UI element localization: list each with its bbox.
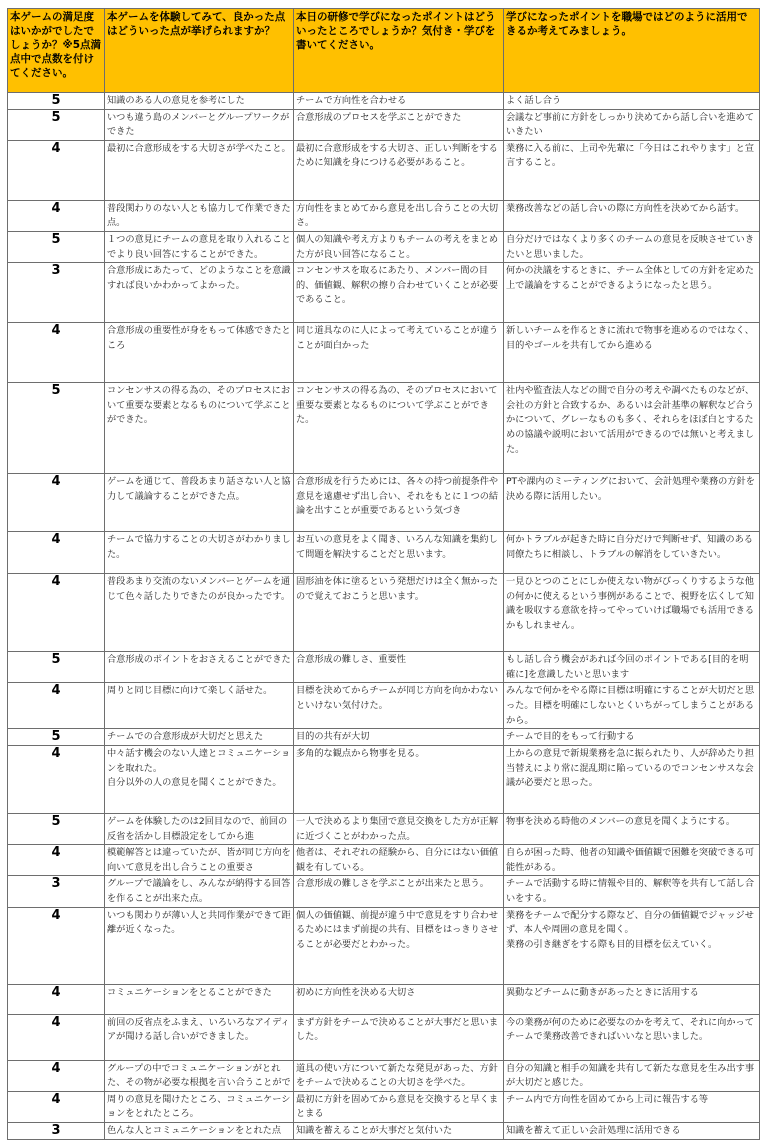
good-point-cell: 合意形成の重要性が身をもって体感できたところ (105, 323, 294, 383)
score-cell: 3 (8, 876, 105, 907)
table-body (8, 93, 760, 1140)
application-cell: 今の業務が何のために必要なのかを考えて、それに向かってチームで業務改善できればいいなと思いました。 (504, 1014, 760, 1060)
good-point-cell: 最初に合意形成をする大切さが学べたこと。 (105, 140, 294, 200)
table-row (8, 323, 760, 383)
table-row (8, 845, 760, 876)
table-row (8, 1122, 760, 1139)
application-cell: 業務改善などの話し合いの際に方向性を決めてから話す。 (504, 200, 760, 231)
score-cell: 5 (8, 813, 105, 844)
table-row (8, 231, 760, 262)
score-cell: 4 (8, 200, 105, 231)
application-cell: チームで目的をもって行動する (504, 729, 760, 746)
good-point-cell: 普段あまり交流のないメンバーとゲームを通じて色々話したりできたのが良かったです。 (105, 574, 294, 652)
application-cell: 何かの決議をするときに、チーム全体としての方針を定めた上で議論をすることができるようになったと思う。 (504, 263, 760, 323)
learning-cell: コンセンサスを取るにあたり、メンバー間の目的、価値観、解釈の擦り合わせていくことが必要であること。 (294, 263, 504, 323)
score-cell: 4 (8, 532, 105, 574)
good-point-cell: チームでの合意形成が大切だと思えた (105, 729, 294, 746)
good-point-cell: １つの意見にチームの意見を取り入れることでより良い回答にすることができた。 (105, 231, 294, 262)
application-cell: 自分の知識と相手の知識を共有して新たな意見を生み出す事が大切だと感じた。 (504, 1060, 760, 1091)
learning-cell: まず方針をチームで決めることが大事だと思いました。 (294, 1014, 504, 1060)
score-cell: 5 (8, 652, 105, 683)
good-point-cell: グループの中でコミュニケーションがとれた、その物が必要な根拠を言い合うことがで (105, 1060, 294, 1091)
application-cell: 一見ひとつのことにしか使えない物がびっくりするような他の何かに使えるという事例があることで、視野を広くして知識を吸収する意欲を持ってやっていけば職場でも活用できるかもしれません。 (504, 574, 760, 652)
good-point-cell: 中々話す機会のない人達とコミュニケーションを取れた。 自分以外の人の意見を聞くことができた。 (105, 745, 294, 813)
table-row (8, 1060, 760, 1091)
table-row (8, 574, 760, 652)
good-point-cell: 知識のある人の意見を参考にした (105, 93, 294, 110)
application-cell: 会議など事前に方針をしっかり決めてから話し合いを進めていきたい (504, 109, 760, 140)
score-cell: 5 (8, 109, 105, 140)
score-cell: 4 (8, 140, 105, 200)
header-learning-points: 本日の研修で学びになったポイントはどういったところでしょうか？気付き・学びを書いてください。 (294, 9, 504, 93)
learning-cell: チームで方向性を合わせる (294, 93, 504, 110)
application-cell: 上からの意見で新規業務を急に振られたり、人が辞めたり担当替えにより常に混乱期に陥っているのでコンセンサスな会議が必要だと思った。 (504, 745, 760, 813)
header-row (8, 9, 760, 93)
learning-cell: 一人で決めるより集団で意見交換をした方が正解に近づくことがわかった点。 (294, 813, 504, 844)
score-cell: 4 (8, 323, 105, 383)
good-point-cell: 前回の反省点をふまえ、いろいろなアイディアが聞ける話し合いができました。 (105, 1014, 294, 1060)
learning-cell: 合意形成のプロセスを学ぶことができた (294, 109, 504, 140)
good-point-cell: グループで議論をし、みんなが納得する回答を作ることが出来た点。 (105, 876, 294, 907)
learning-cell: お互いの意見をよく聞き、いろんな知識を集約して問題を解決することだと思います。 (294, 532, 504, 574)
score-cell: 3 (8, 1122, 105, 1139)
score-cell: 5 (8, 383, 105, 474)
score-cell: 3 (8, 263, 105, 323)
score-cell: 4 (8, 1060, 105, 1091)
learning-cell: 多角的な観点から物事を見る。 (294, 745, 504, 813)
application-cell: よく話し合う (504, 93, 760, 110)
header-workplace-application: 学びになったポイントを職場ではどのように活用できるか考えてみましょう。 (504, 9, 760, 93)
application-cell: 社内や監査法人などの間で自分の考えや調べたものなどが、会社の方針と合致するか、あるいは会計基準の解釈など合うかについて、グレーなものも多く、それらをほぼ白とするための協議や説明において活用ができるのでは無いと考えました。 (504, 383, 760, 474)
application-cell: 知識を蓄えて正しい会計処理に活用できる (504, 1122, 760, 1139)
good-point-cell: 普段関わりのない人とも協力して作業できた点。 (105, 200, 294, 231)
application-cell: みんなで何かをやる際に目標は明確にすることが大切だと思った。目標を明確にしないとくいちがってしまうことがあるから。 (504, 683, 760, 729)
score-cell: 4 (8, 907, 105, 984)
application-cell: 業務に入る前に、上司や先輩に「今日はこれやります」と宣言すること。 (504, 140, 760, 200)
good-point-cell: 模範解答とは違っていたが、皆が同じ方向を向いて意見を出し合うことの重要さ (105, 845, 294, 876)
table-row (8, 876, 760, 907)
learning-cell: 合意形成を行うためには、各々の持つ前提条件や意見を遠慮せず出し合い、それをもとに１つの結論を出すことが重要であるという気づき (294, 474, 504, 532)
learning-cell: 初めに方向性を決める大切さ (294, 984, 504, 1014)
application-cell: 自分だけではなくより多くのチームの意見を反映させていきたいと思いました。 (504, 231, 760, 262)
application-cell: 業務をチームで配分する際など、自分の価値観でジャッジせず、本人や周囲の意見を聞く。 業務の引き継ぎをする際も目的目標を伝えていく。 (504, 907, 760, 984)
good-point-cell: いつも関わりが薄い人と共同作業ができて距離が近くなった。 (105, 907, 294, 984)
application-cell: PTや課内のミーティングにおいて、会計処理や業務の方針を決める際に活用したい。 (504, 474, 760, 532)
learning-cell: 他者は、それぞれの経験から、自分にはない価値観を有している。 (294, 845, 504, 876)
learning-cell: 方向性をまとめてから意見を出し合うことの大切さ。 (294, 200, 504, 231)
good-point-cell: コミュニケーションをとることができた (105, 984, 294, 1014)
learning-cell: 同じ道具なのに人によって考えていることが違うことが面白かった (294, 323, 504, 383)
table-row (8, 140, 760, 200)
application-cell: 自らが困った時、他者の知識や価値観で困難を突破できる可能性がある。 (504, 845, 760, 876)
learning-cell: 道具の使い方について新たな発見があった、方針をチームで決めることの大切さを学べた。 (294, 1060, 504, 1091)
table-row (8, 652, 760, 683)
table-row (8, 532, 760, 574)
table-row (8, 984, 760, 1014)
good-point-cell: ゲームを体験したのは2回目なので、前回の反省を活かし目標設定をしてから進 (105, 813, 294, 844)
survey-table (7, 8, 760, 1140)
good-point-cell: 周りの意見を聞けたところ、コミュニケーションをとれたところ。 (105, 1091, 294, 1122)
table-row (8, 200, 760, 231)
learning-cell: 固形油を体に塗るという発想だけは全く無かったので覚えておこうと思います。 (294, 574, 504, 652)
good-point-cell: いつも違う島のメンバーとグループワークができた (105, 109, 294, 140)
learning-cell: 最初に方針を固めてから意見を交換すると早くまとまる (294, 1091, 504, 1122)
good-point-cell: コンセンサスの得る為の、そのプロセスにおいて重要な要素となるものについて学ぶことができた。 (105, 383, 294, 474)
application-cell: 異動などチームに動きがあったときに活用する (504, 984, 760, 1014)
learning-cell: 合意形成の難しさを学ぶことが出来たと思う。 (294, 876, 504, 907)
learning-cell: 個人の価値観、前提が違う中で意見をすり合わせるためにはまず前提の共有、目標をはっきりさせることが必要だとわかった。 (294, 907, 504, 984)
score-cell: 4 (8, 984, 105, 1014)
good-point-cell: 周りと同じ目標に向けて楽しく話せた。 (105, 683, 294, 729)
table-row (8, 474, 760, 532)
application-cell: チーム内で方向性を固めてから上司に報告する等 (504, 1091, 760, 1122)
good-point-cell: 合意形成にあたって、どのようなことを意識すれば良いかわかってよかった。 (105, 263, 294, 323)
learning-cell: 目標を決めてからチームが同じ方向を向かわないといけない気付けた。 (294, 683, 504, 729)
application-cell: 物事を決める時他のメンバーの意見を聞くようにする。 (504, 813, 760, 844)
table-row (8, 93, 760, 110)
score-cell: 4 (8, 474, 105, 532)
score-cell: 4 (8, 683, 105, 729)
learning-cell: 個人の知識や考え方よりもチームの考えをまとめた方が良い回答になること。 (294, 231, 504, 262)
application-cell: チームで活動する時に情報や目的、解釈等を共有して話し合いをする。 (504, 876, 760, 907)
table-row (8, 109, 760, 140)
score-cell: 5 (8, 729, 105, 746)
score-cell: 4 (8, 845, 105, 876)
table-row (8, 1091, 760, 1122)
score-cell: 4 (8, 574, 105, 652)
learning-cell: コンセンサスの得る為の、そのプロセスにおいて重要な要素となるものについて学ぶことができた。 (294, 383, 504, 474)
learning-cell: 最初に合意形成をする大切さ、正しい判断をするために知識を身につける必要があること。 (294, 140, 504, 200)
table-row (8, 383, 760, 474)
table-row (8, 745, 760, 813)
score-cell: 4 (8, 1014, 105, 1060)
score-cell: 4 (8, 745, 105, 813)
good-point-cell: チームで協力することの大切さがわかりました。 (105, 532, 294, 574)
score-cell: 5 (8, 93, 105, 110)
learning-cell: 知識を蓄えることが大事だと気付いた (294, 1122, 504, 1139)
table-row (8, 907, 760, 984)
table-row (8, 813, 760, 844)
good-point-cell: 合意形成のポイントをおさえることができた (105, 652, 294, 683)
learning-cell: 目的の共有が大切 (294, 729, 504, 746)
score-cell: 5 (8, 231, 105, 262)
learning-cell: 合意形成の難しさ、重要性 (294, 652, 504, 683)
good-point-cell: 色んな人とコミュニケーションをとれた点 (105, 1122, 294, 1139)
header-satisfaction: 本ゲームの満足度はいかがでしたでしょうか？※5点満点中で点数を付けてください。 (8, 9, 105, 93)
table-row (8, 263, 760, 323)
application-cell: 新しいチームを作るときに流れで物事を進めるのではなく、目的やゴールを共有してから進める (504, 323, 760, 383)
application-cell: もし話し合う機会があれば今回のポイントである[目的を明確に]を意識したいと思います (504, 652, 760, 683)
table-row (8, 1014, 760, 1060)
good-point-cell: ゲームを通じて、普段あまり話さない人と協力して議論することができた点。 (105, 474, 294, 532)
score-cell: 4 (8, 1091, 105, 1122)
application-cell: 何かトラブルが起きた時に自分だけで判断せず、知識のある同僚たちに相談し、トラブルの解消をしていきたい。 (504, 532, 760, 574)
header-good-points: 本ゲームを体験してみて、良かった点はどういった点が挙げられますか？ (105, 9, 294, 93)
table-row (8, 729, 760, 746)
table-row (8, 683, 760, 729)
